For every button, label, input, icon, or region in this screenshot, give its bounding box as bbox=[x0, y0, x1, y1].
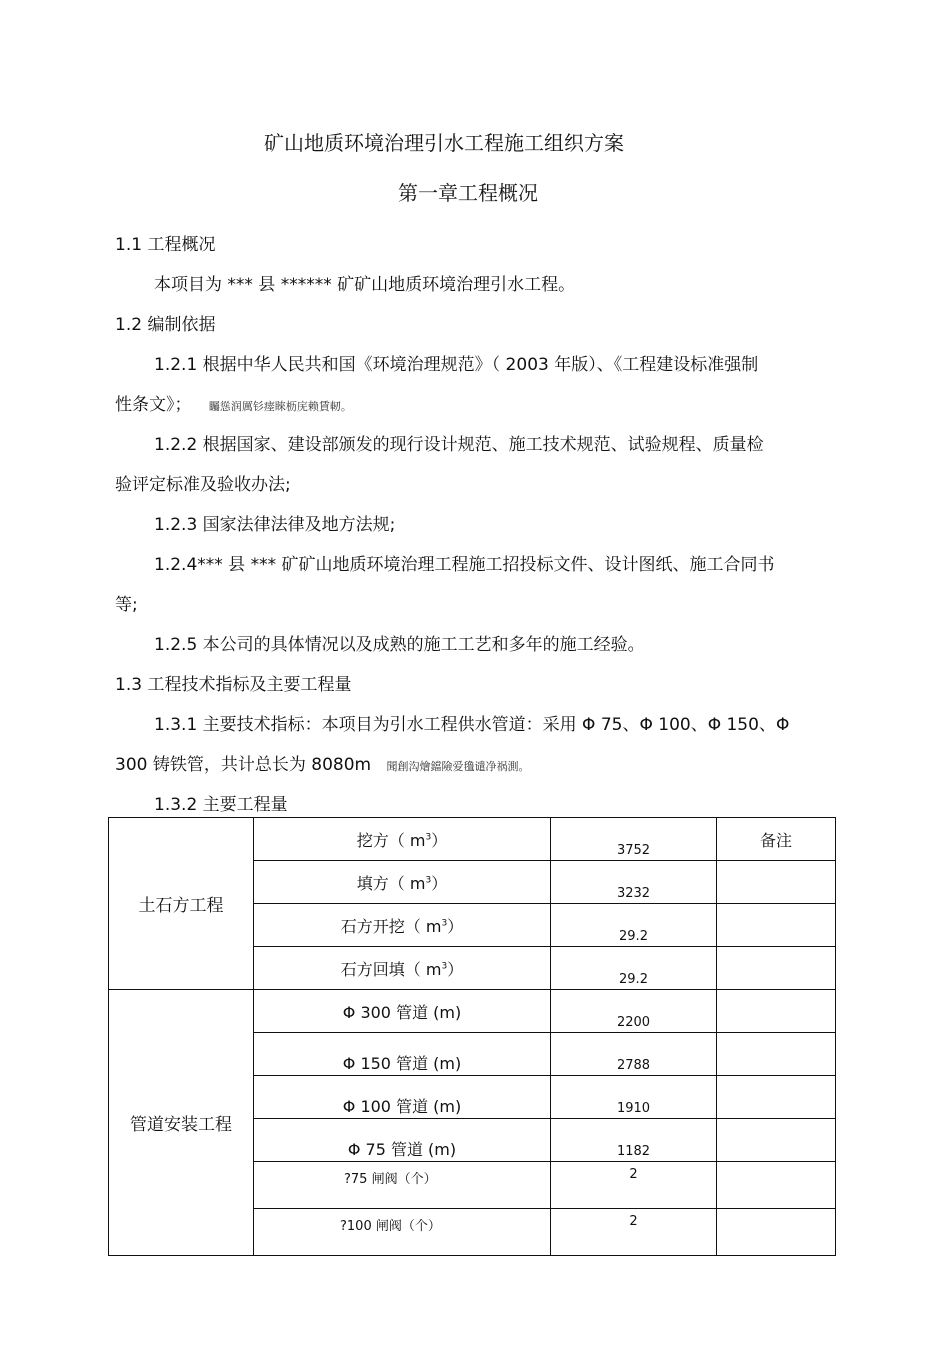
value-cell: 1182 bbox=[551, 1119, 717, 1162]
value-cell: 3752 bbox=[551, 818, 717, 861]
paragraph-1-2-1-line1: 1.2.1 根据中华人民共和国《环境治理规范》（ 2003 年版）、《工程建设标准强制 bbox=[154, 355, 759, 375]
paragraph-1-2-5: 1.2.5 本公司的具体情况以及成熟的施工工艺和多年的施工经验。 bbox=[154, 635, 645, 655]
paragraph-1-2-4-line1: 1.2.4*** 县 *** 矿矿山地质环境治理工程施工招投标文件、设计图纸、施工合同书 bbox=[154, 555, 775, 575]
paragraph-1-2-4-line2: 等; bbox=[115, 595, 138, 615]
garbled-text: 聞創沟燴鐺險爱氇谴净祸測。 bbox=[386, 760, 530, 773]
paragraph-1-3-1-line1: 1.3.1 主要技术指标：本项目为引水工程供水管道：采用 Φ 75、Φ 100、Φ 150、Φ bbox=[154, 715, 790, 735]
remark-cell bbox=[717, 861, 836, 904]
group-cell-pipe-install: 管道安装工程 bbox=[109, 990, 254, 1256]
group-cell-earthwork: 土石方工程 bbox=[109, 818, 254, 990]
remark-cell bbox=[717, 1162, 836, 1209]
remark-cell bbox=[717, 1033, 836, 1076]
paragraph-1-3-2: 1.3.2 主要工程量 bbox=[154, 795, 288, 815]
chapter-title: 第一章工程概况 bbox=[398, 181, 538, 205]
item-cell: 填方（ $m^3$） bbox=[254, 861, 551, 904]
table-row bbox=[109, 818, 836, 861]
remark-cell bbox=[717, 990, 836, 1033]
item-cell: ?100 闸阀（个） bbox=[254, 1209, 551, 1256]
remark-cell bbox=[717, 1076, 836, 1119]
remark-cell bbox=[717, 947, 836, 990]
paragraph-1-2-3: 1.2.3 国家法律法律及地方法规; bbox=[154, 515, 396, 535]
remark-cell bbox=[717, 904, 836, 947]
section-heading-1-2: 1.2 编制依据 bbox=[115, 315, 216, 335]
value-cell: 2788 bbox=[551, 1033, 717, 1076]
document-title: 矿山地质环境治理引水工程施工组织方案 bbox=[264, 131, 624, 155]
paragraph-1-3-1-line2 bbox=[115, 754, 530, 778]
value-cell: 2 bbox=[551, 1209, 717, 1256]
value-cell: 3232 bbox=[551, 861, 717, 904]
value-cell: 29.2 bbox=[551, 947, 717, 990]
paragraph-1-2-2-line1: 1.2.2 根据国家、建设部颁发的现行设计规范、施工技术规范、试验规程、质量检 bbox=[154, 435, 764, 455]
item-cell: 石方开挖（ $m^3$） bbox=[254, 904, 551, 947]
item-cell: Φ 75 管道 (m) bbox=[254, 1119, 551, 1162]
value-cell: 2 bbox=[551, 1162, 717, 1209]
remark-cell bbox=[717, 1119, 836, 1162]
item-cell: 挖方（ $m^3$） bbox=[254, 818, 551, 861]
remark-cell bbox=[717, 1209, 836, 1256]
paragraph-1-3-1-text: 300 铸铁管，共计总长为 8080m bbox=[115, 755, 372, 775]
item-cell: Φ 300 管道 (m) bbox=[254, 990, 551, 1033]
remark-header: 备注 bbox=[717, 818, 836, 861]
item-cell: Φ 100 管道 (m) bbox=[254, 1076, 551, 1119]
item-cell: Φ 150 管道 (m) bbox=[254, 1033, 551, 1076]
item-cell: ?75 闸阀（个） bbox=[254, 1162, 551, 1209]
table-row bbox=[109, 990, 836, 1033]
value-cell: 2200 bbox=[551, 990, 717, 1033]
quantities-table bbox=[108, 817, 836, 1256]
value-cell: 29.2 bbox=[551, 904, 717, 947]
value-cell: 1910 bbox=[551, 1076, 717, 1119]
paragraph-1-2-1-line2 bbox=[115, 394, 352, 418]
garbled-text: 矚慫润厲钐瘗睞枥庑赖賃軔。 bbox=[208, 400, 352, 413]
paragraph-1-2-2-line2: 验评定标准及验收办法; bbox=[115, 475, 291, 495]
paragraph-1-1: 本项目为 *** 县 ****** 矿矿山地质环境治理引水工程。 bbox=[154, 275, 576, 295]
paragraph-1-2-1-text: 性条文》； bbox=[115, 395, 192, 415]
item-cell: 石方回填（ $m^3$） bbox=[254, 947, 551, 990]
section-heading-1-1: 1.1 工程概况 bbox=[115, 235, 216, 255]
section-heading-1-3: 1.3 工程技术指标及主要工程量 bbox=[115, 675, 352, 695]
